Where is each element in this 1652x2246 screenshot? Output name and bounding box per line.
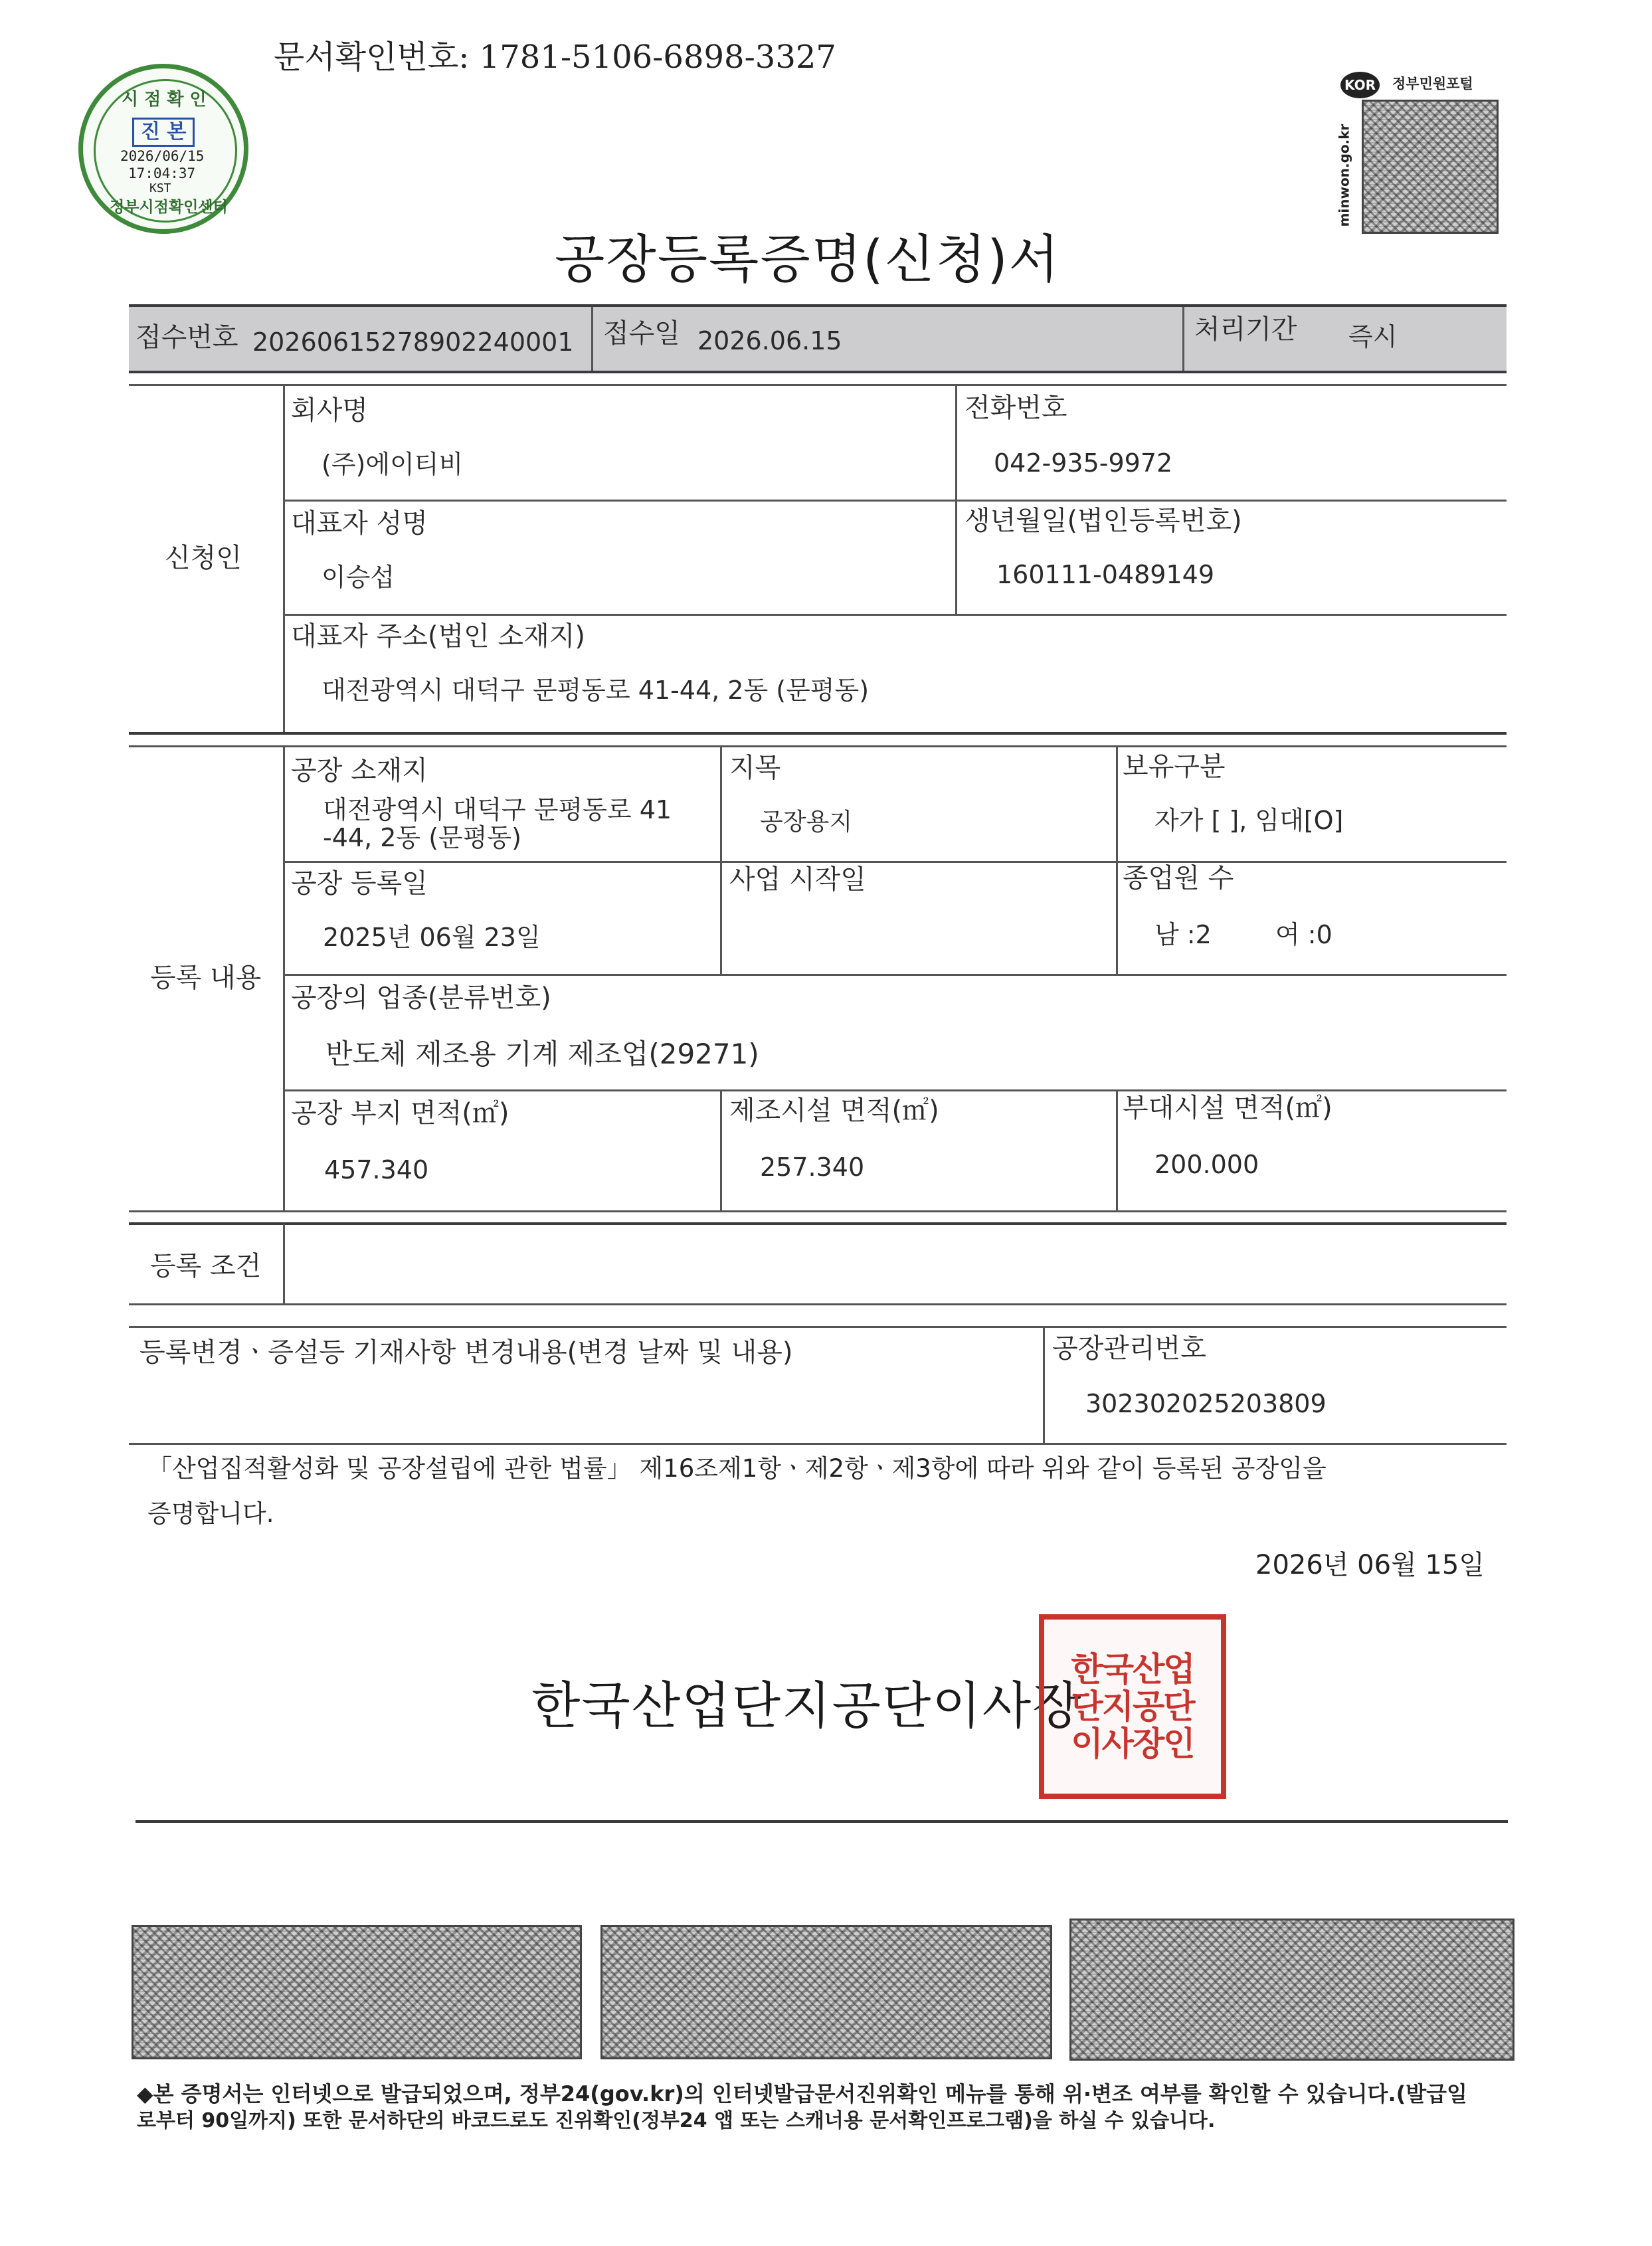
condition-label: 등록 조건: [150, 1251, 262, 1281]
rep-label: 대표자 성명: [291, 508, 428, 539]
stamp-bottom-text: 정부시점확인센터: [110, 199, 228, 216]
stamp-top-text: 시 점 확 인: [122, 90, 207, 110]
reg-date-label: 공장 등록일: [291, 868, 428, 899]
portal-qr-code[interactable]: [1362, 100, 1499, 234]
location-line1: 대전광역시 대덕구 문평동로 41: [323, 795, 672, 824]
ownership-value: 자가 [ ], 임대[O]: [1154, 806, 1344, 835]
employee-male: 남 :2: [1154, 920, 1212, 949]
start-date-label: 사업 시작일: [729, 864, 866, 895]
site-area-value: 457.340: [324, 1155, 429, 1184]
mgmt-no-label: 공장관리번호: [1052, 1333, 1206, 1364]
statement-line2: 증명합니다.: [147, 1499, 274, 1528]
doc-confirm-number: [274, 39, 836, 76]
company-label: 회사명: [291, 395, 368, 426]
period-value: 즉시: [1348, 322, 1398, 351]
employee-female: 여 :0: [1275, 920, 1332, 949]
seal-line-1: 한국산업: [1071, 1650, 1194, 1689]
official-seal: [1039, 1614, 1226, 1799]
birth-value: 160111-0489149: [996, 560, 1215, 589]
verification-barcode-2[interactable]: [600, 1925, 1052, 2059]
applicant-section-label: 신청인: [165, 543, 242, 573]
company-value: (주)에이티비: [321, 450, 464, 479]
industry-value: 반도체 제조용 기계 제조업(29271): [325, 1038, 759, 1070]
verification-stamp: [78, 64, 248, 234]
doc-confirm-value: 1781-5106-6898-3327: [479, 39, 836, 76]
doc-confirm-label: 문서확인번호:: [274, 39, 470, 76]
statement-line1: 「산업집적활성화 및 공장설립에 관한 법률」 제16조제1항ㆍ제2항ㆍ제3항에 따라 위와 같이 등록된 공장임을: [147, 1454, 1327, 1483]
aux-area-value: 200.000: [1154, 1150, 1259, 1179]
phone-value: 042-935-9972: [994, 448, 1173, 478]
footer-note-line2: 로부터 90일까지) 또한 문서하단의 바코드로도 진위확인(정부24 앱 또는 스캐너용 문서확인프로그램)을 하실 수 있습니다.: [137, 2109, 1216, 2132]
seal-line-2: 단지공단: [1071, 1687, 1194, 1726]
receipt-date-label: 접수일: [603, 318, 680, 349]
stamp-time: 17:04:37: [128, 165, 196, 181]
mfg-area-label: 제조시설 면적(㎡): [729, 1095, 939, 1126]
location-line2: -44, 2동 (문평동): [323, 823, 521, 852]
document-title: 공장등록증명(신청)서: [555, 230, 1060, 290]
stamp-timezone: KST: [149, 181, 171, 195]
portal-url: minwon.go.kr: [1336, 124, 1352, 227]
site-area-label: 공장 부지 면적(㎡): [291, 1098, 509, 1129]
reg-date-value: 2025년 06월 23일: [323, 923, 541, 952]
change-label: 등록변경ㆍ증설등 기재사항 변경내용(변경 날짜 및 내용): [139, 1337, 793, 1368]
stamp-date: 2026/06/15: [120, 148, 205, 164]
ownership-label: 보유구분: [1123, 751, 1226, 782]
stamp-original-badge: 진 본: [132, 118, 195, 147]
land-value: 공장용지: [760, 808, 853, 836]
portal-qr-block: [1336, 69, 1507, 235]
registration-section-label: 등록 내용: [150, 963, 262, 993]
location-label: 공장 소재지: [291, 755, 428, 786]
birth-label: 생년월일(법인등록번호): [964, 506, 1242, 536]
verification-barcode-1[interactable]: [132, 1925, 582, 2059]
mgmt-no-value: 302302025203809: [1085, 1389, 1327, 1418]
issuer-name: 한국산업단지공단이사장: [531, 1676, 1083, 1735]
statement-date: 2026년 06월 15일: [1255, 1550, 1485, 1580]
address-value: 대전광역시 대덕구 문평동로 41-44, 2동 (문평동): [321, 676, 870, 705]
portal-logo: KOR: [1340, 72, 1380, 98]
land-label: 지목: [729, 753, 781, 783]
aux-area-label: 부대시설 면적(㎡): [1123, 1093, 1332, 1123]
employee-label: 종업원 수: [1123, 863, 1234, 893]
portal-name: 정부민원포털: [1392, 76, 1473, 92]
period-label: 처리기간: [1194, 314, 1297, 345]
mfg-area-value: 257.340: [760, 1153, 865, 1182]
rep-value: 이승섭: [321, 563, 395, 592]
receipt-date-value: 2026.06.15: [697, 326, 842, 355]
phone-label: 전화번호: [964, 393, 1067, 423]
receipt-no-label: 접수번호: [136, 322, 238, 353]
footer-note-line1: ◆본 증명서는 인터넷으로 발급되었으며, 정부24(gov.kr)의 인터넷발급문서진위확인 메뉴를 통해 위·변조 여부를 확인할 수 있습니다.(발급일: [137, 2081, 1467, 2106]
verification-barcode-3[interactable]: [1069, 1918, 1514, 2061]
industry-label: 공장의 업종(분류번호): [291, 983, 551, 1013]
seal-line-3: 이사장인: [1071, 1725, 1194, 1763]
address-label: 대표자 주소(법인 소재지): [291, 621, 586, 652]
receipt-no-value: 20260615278902240001: [252, 328, 574, 357]
